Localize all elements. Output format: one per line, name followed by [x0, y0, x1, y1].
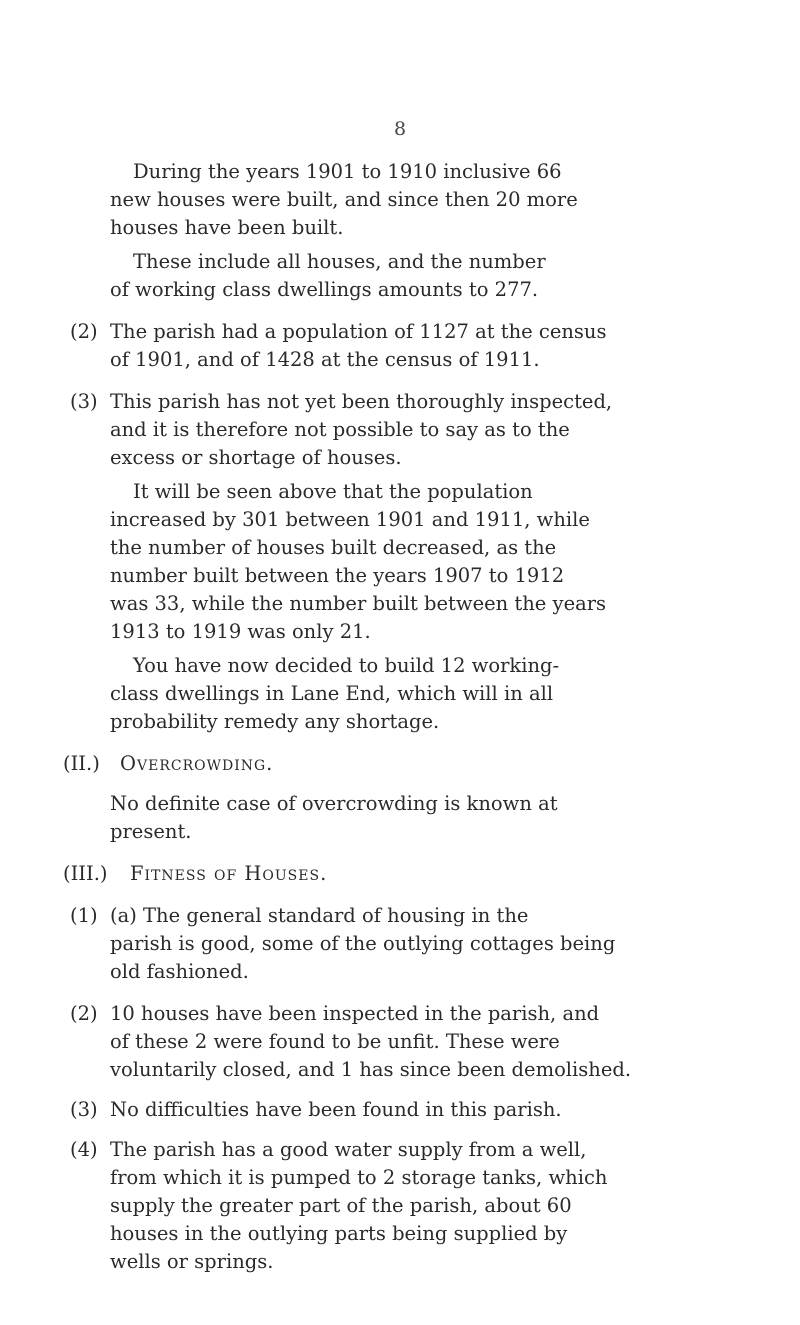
item-label: (3) [70, 1098, 98, 1121]
text-line: and it is therefore not possible to say as to the [110, 418, 570, 441]
text-line: This parish has not yet been thoroughly inspected, [110, 390, 613, 413]
text-line: houses have been built. [110, 216, 344, 239]
page-number: 8 [393, 118, 407, 140]
text-line: 10 houses have been inspected in the parish, and [110, 1002, 600, 1025]
section-label: (II.) [63, 752, 100, 775]
text-line: new houses were built, and since then 20 more [110, 188, 578, 211]
text-line: No definite case of overcrowding is known at [110, 792, 558, 815]
text-line: 1913 to 1919 was only 21. [110, 620, 371, 643]
text-line: It will be seen above that the population [133, 480, 533, 503]
text-line: probability remedy any shortage. [110, 710, 440, 733]
text-line: wells or springs. [110, 1250, 274, 1273]
text-line: increased by 301 between 1901 and 1911, while [110, 508, 590, 531]
text-line: No difficulties have been found in this parish. [110, 1098, 562, 1121]
text-line: of working class dwellings amounts to 277. [110, 278, 539, 301]
text-line: The parish has a good water supply from a well, [110, 1138, 587, 1161]
item-label: (4) [70, 1138, 98, 1161]
text-line: During the years 1901 to 1910 inclusive 66 [133, 160, 562, 183]
text-line: You have now decided to build 12 working- [133, 654, 560, 677]
text-line: was 33, while the number built between the years [110, 592, 607, 615]
text-line: houses in the outlying parts being supplied by [110, 1222, 568, 1245]
text-line: number built between the years 1907 to 1912 [110, 564, 565, 587]
text-line: from which it is pumped to 2 storage tanks, which [110, 1166, 608, 1189]
text-line: present. [110, 820, 192, 843]
text-line: The parish had a population of 1127 at the census [110, 320, 607, 343]
item-label: (1) [70, 904, 98, 927]
text-line: supply the greater part of the parish, about 60 [110, 1194, 572, 1217]
text-line: old fashioned. [110, 960, 249, 983]
text-line: class dwellings in Lane End, which will in all [110, 682, 554, 705]
item-label: (3) [70, 390, 98, 413]
text-line: the number of houses built decreased, as the [110, 536, 557, 559]
section-heading: Fitness of Houses. [130, 862, 328, 885]
text-line: voluntarily closed, and 1 has since been demolished. [110, 1058, 632, 1081]
section-label: (III.) [63, 862, 108, 885]
item-label: (2) [70, 1002, 98, 1025]
text-line: of these 2 were found to be unfit. These were [110, 1030, 560, 1053]
text-line: parish is good, some of the outlying cottages being [110, 932, 616, 955]
text-line: (a) The general standard of housing in the [110, 904, 529, 927]
text-line: excess or shortage of houses. [110, 446, 402, 469]
text-line: These include all houses, and the number [133, 250, 546, 273]
item-label: (2) [70, 320, 98, 343]
text-line: of 1901, and of 1428 at the census of 1911. [110, 348, 540, 371]
section-heading: Overcrowding. [120, 752, 274, 775]
